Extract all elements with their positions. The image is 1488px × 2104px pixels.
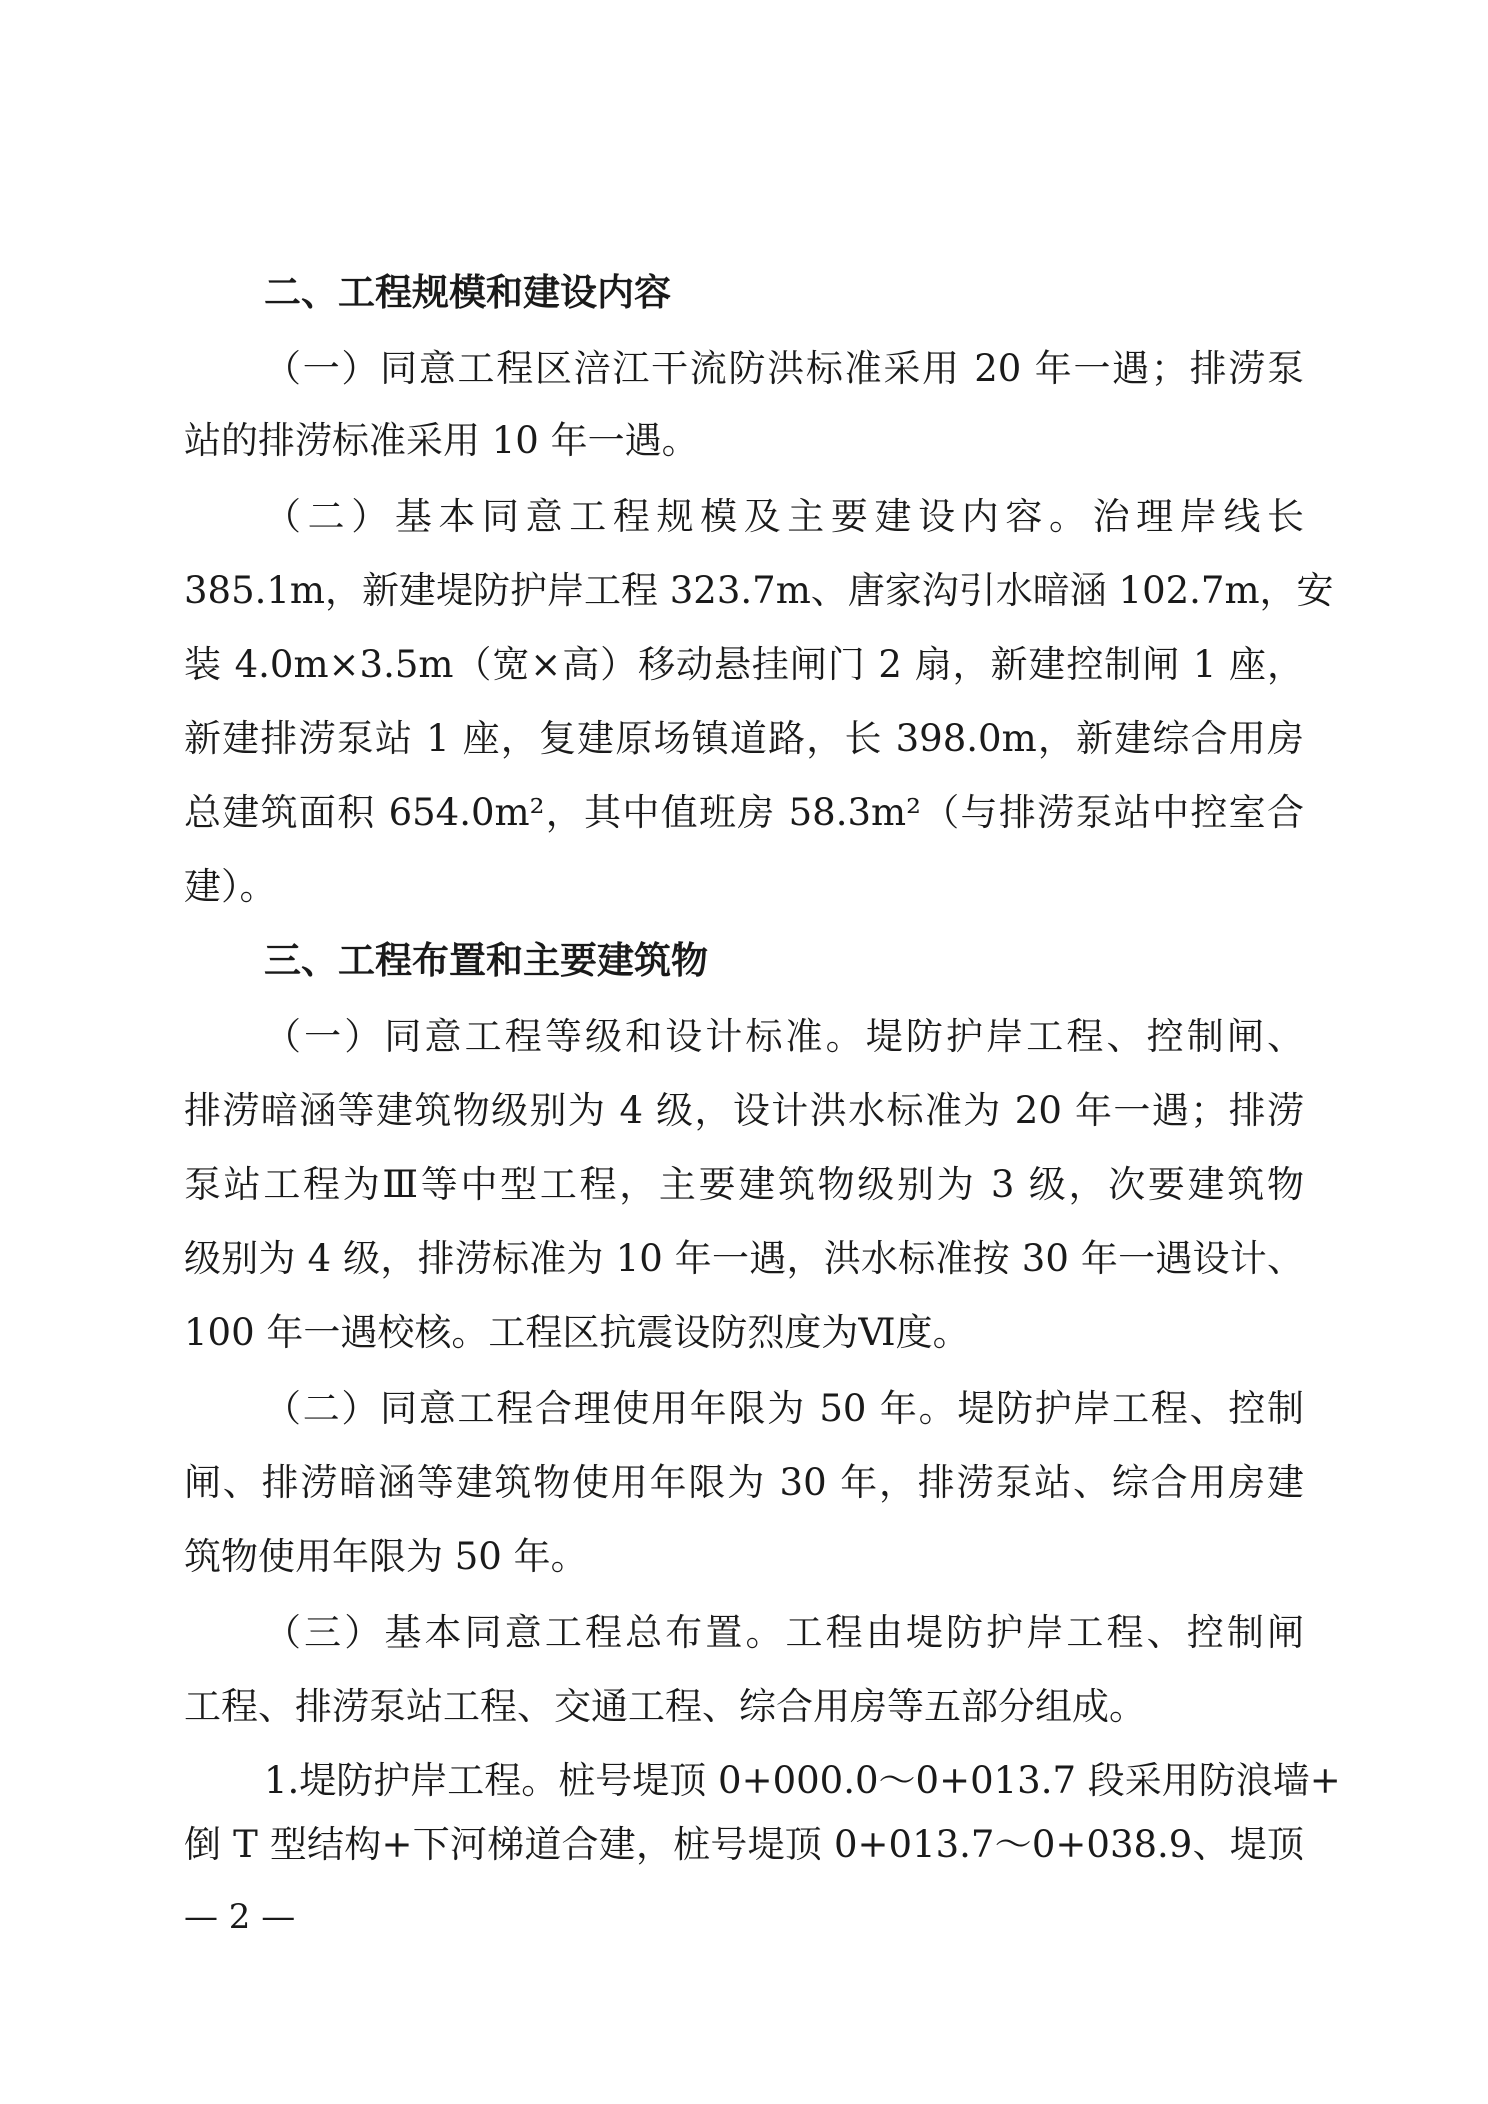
paragraph-line: 100 年一遇校核。工程区抗震设防烈度为Ⅵ度。 — [184, 1311, 970, 1354]
paragraph-line: 倒 T 型结构+下河梯道合建，桩号堤顶 0+013.7～0+038.9、堤顶 — [184, 1823, 1304, 1866]
paragraph-line: 泵站工程为Ⅲ等中型工程，主要建筑物级别为 3 级，次要建筑物 — [184, 1163, 1304, 1206]
paragraph-line: 筑物使用年限为 50 年。 — [184, 1535, 588, 1578]
paragraph-line: 385.1m，新建堤防护岸工程 323.7m、唐家沟引水暗涵 102.7m，安 — [184, 569, 1334, 612]
paragraph-line: 闸、排涝暗涵等建筑物使用年限为 30 年，排涝泵站、综合用房建 — [184, 1461, 1304, 1504]
section-heading-layout: 三、工程布置和主要建筑物 — [264, 939, 708, 982]
paragraph-line: （二）同意工程合理使用年限为 50 年。堤防护岸工程、控制 — [264, 1387, 1304, 1430]
paragraph-line: 总建筑面积 654.0m²，其中值班房 58.3m²（与排涝泵站中控室合 — [184, 791, 1304, 834]
paragraph-line: 工程、排涝泵站工程、交通工程、综合用房等五部分组成。 — [184, 1685, 1146, 1728]
section-heading-scale: 二、工程规模和建设内容 — [264, 271, 671, 314]
paragraph-line: 级别为 4 级，排涝标准为 10 年一遇，洪水标准按 30 年一遇设计、 — [184, 1237, 1304, 1280]
paragraph-line: （二）基本同意工程规模及主要建设内容。治理岸线长 — [264, 495, 1304, 538]
paragraph-line: 新建排涝泵站 1 座，复建原场镇道路，长 398.0m，新建综合用房 — [184, 717, 1304, 760]
paragraph-line: 站的排涝标准采用 10 年一遇。 — [184, 419, 699, 462]
paragraph-line: （一）同意工程等级和设计标准。堤防护岸工程、控制闸、 — [264, 1015, 1304, 1058]
paragraph-line: （一）同意工程区涪江干流防洪标准采用 20 年一遇；排涝泵 — [264, 347, 1304, 390]
paragraph-line: 排涝暗涵等建筑物级别为 4 级，设计洪水标准为 20 年一遇；排涝 — [184, 1089, 1304, 1132]
page-number: — 2 — — [184, 1897, 296, 1937]
paragraph-line: 1.堤防护岸工程。桩号堤顶 0+000.0～0+013.7 段采用防浪墙+ — [264, 1759, 1341, 1802]
paragraph-line: （三）基本同意工程总布置。工程由堤防护岸工程、控制闸 — [264, 1611, 1304, 1654]
paragraph-line: 建）。 — [184, 865, 277, 908]
paragraph-line: 装 4.0m×3.5m（宽×高）移动悬挂闸门 2 扇，新建控制闸 1 座， — [184, 643, 1304, 686]
